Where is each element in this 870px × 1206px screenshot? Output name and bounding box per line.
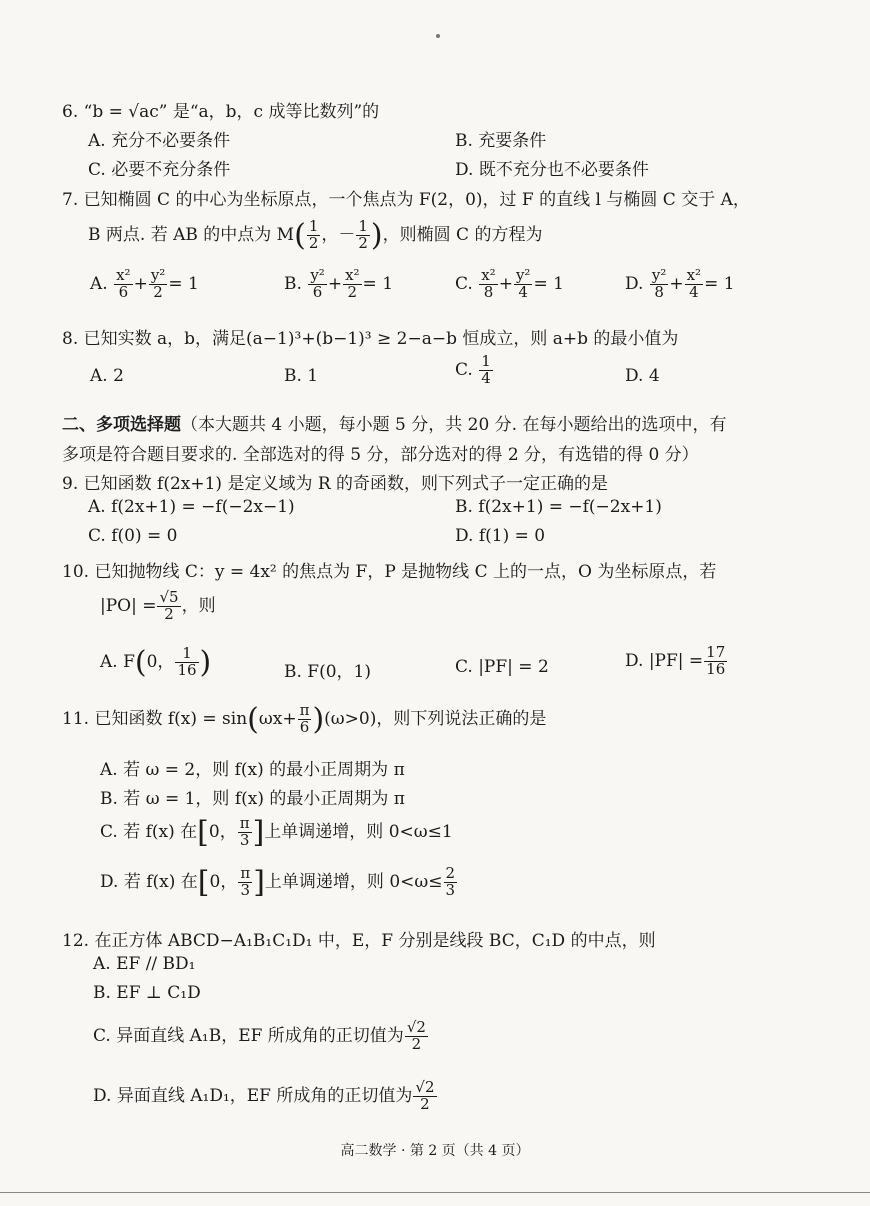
numerator: 2 — [445, 864, 456, 883]
denominator: 2 — [308, 234, 319, 252]
option-tail: 上单调递增，则 0<ω≤ — [264, 872, 443, 892]
scan-speck — [436, 34, 440, 38]
numerator: 17 — [706, 643, 726, 661]
section-2-intro-line1 — [62, 410, 727, 435]
fraction — [413, 1080, 436, 1113]
option-label: D. |PF| = — [625, 650, 704, 671]
equation-rhs: = 1 — [533, 273, 564, 294]
question-7-option-a: A. $\frac{\text{x²}}{6}$ + $\frac{\text{y²}}{2}$ = 1 — [90, 266, 199, 301]
option-text: C. 异面直线 A₁B，EF 所成角的正切值为 — [93, 1025, 404, 1046]
question-12-option-b: B. EF ⊥ C₁D — [93, 983, 201, 1003]
fraction — [685, 268, 703, 301]
section-heading: 二、多项选择题 — [62, 415, 181, 435]
fraction — [479, 268, 497, 301]
question-6-option-a: A. 充分不必要条件 — [88, 131, 231, 151]
question-8-option-a: A. 2 — [90, 366, 124, 386]
question-7-option-c: C. $\frac{\text{x²}}{8}$ + $\frac{\text{y²}}{4}$ = 1 — [455, 266, 564, 301]
fraction — [298, 703, 312, 736]
denominator: 8 — [483, 282, 494, 301]
option-text: D. 若 f(x) 在 — [100, 872, 198, 892]
fraction — [175, 646, 198, 679]
question-10-stem-line2 — [100, 590, 216, 623]
section-instructions: （本大题共 4 小题，每小题 5 分，共 20 分. 在每小题给出的选项中，有 — [181, 415, 727, 435]
numerator: √2 — [406, 1018, 426, 1036]
denominator: 4 — [518, 282, 528, 301]
paren-close: ) — [312, 702, 325, 737]
separator: ，－ — [321, 225, 356, 245]
stem-tail: (ω>0)，则下列说法正确的是 — [324, 709, 547, 729]
question-8-option-d: D. 4 — [625, 366, 660, 386]
question-9-option-a: A. f(2x+1) = −f(−2x−1) — [88, 497, 295, 517]
question-12-stem: 12. 在正方体 ABCD−A₁B₁C₁D₁ 中，E，F 分别是线段 BC，C₁D 的中点，则 — [62, 931, 656, 951]
numerator: 1 — [308, 217, 319, 236]
question-10-option-c: C. |PF| = 2 — [455, 657, 549, 677]
paren-open: ( — [247, 702, 259, 737]
coordinate: 0， — [146, 652, 175, 672]
question-6-option-d: D. 既不充分也不必要条件 — [455, 160, 649, 180]
question-7-stem-line2 — [88, 218, 542, 253]
fraction — [149, 268, 168, 301]
stem-text: 11. 已知函数 f(x) = sin — [62, 709, 248, 729]
option-label: A. F — [100, 652, 135, 672]
question-11-stem — [62, 702, 546, 737]
option-label: A. — [90, 273, 108, 294]
denominator: 2 — [153, 282, 163, 301]
numerator: 1 — [175, 646, 198, 663]
denominator: 16 — [177, 661, 197, 679]
numerator: y² — [150, 266, 166, 284]
fraction — [356, 219, 370, 252]
fraction — [704, 645, 727, 678]
question-8-option-c — [455, 354, 494, 387]
numerator: 1 — [481, 352, 491, 370]
question-8-option-b: B. 1 — [284, 366, 319, 386]
denominator: 3 — [239, 831, 250, 849]
question-12-option-a: A. EF // BD₁ — [93, 954, 196, 974]
denominator: 3 — [445, 881, 456, 899]
fraction — [114, 268, 132, 301]
option-label: C. — [455, 359, 473, 380]
fraction — [444, 866, 458, 899]
expression-tail: ，则 — [181, 595, 216, 616]
numerator: π — [299, 701, 310, 720]
question-8-stem: 8. 已知实数 a，b，满足(a−1)³+(b−1)³ ≥ 2−a−b 恒成立，则 a+b 的最小值为 — [62, 329, 679, 349]
denominator: 4 — [689, 282, 699, 301]
denominator: 4 — [481, 368, 491, 387]
denominator: 2 — [411, 1034, 422, 1053]
question-11-option-a: A. 若 ω = 2，则 f(x) 的最小正周期为 π — [100, 760, 405, 780]
paren-close: ) — [370, 218, 383, 253]
question-6-stem: 6. “b = √ac” 是“a，b，c 成等比数列”的 — [62, 102, 380, 122]
fraction — [479, 354, 493, 387]
question-7-option-d: D. $\frac{\text{y²}}{8}$ + $\frac{\text{x²}}{4}$ = 1 — [625, 266, 735, 301]
bottom-divider — [0, 1192, 870, 1193]
denominator: 2 — [420, 1094, 430, 1113]
expression: |PO| = — [100, 595, 157, 616]
question-6-option-b: B. 充要条件 — [455, 131, 547, 151]
numerator: y² — [651, 266, 667, 284]
question-10-option-d — [625, 645, 728, 678]
denominator: 2 — [358, 234, 368, 252]
option-label: D. — [625, 273, 644, 294]
numerator: π — [239, 814, 250, 833]
fraction — [238, 816, 252, 849]
equation-rhs: = 1 — [704, 273, 735, 294]
denominator: 6 — [312, 282, 323, 301]
denominator: 2 — [164, 604, 174, 623]
option-tail: 上单调递增，则 0<ω≤1 — [264, 822, 453, 842]
option-label: C. — [455, 273, 473, 294]
numerator: √2 — [415, 1078, 435, 1096]
denominator: 6 — [118, 282, 129, 301]
interval-start: 0， — [208, 822, 237, 842]
numerator: x² — [686, 266, 702, 284]
expression: ωx+ — [258, 709, 297, 729]
fraction — [238, 866, 252, 899]
fraction — [405, 1020, 428, 1053]
paren-close: ) — [199, 645, 212, 680]
numerator: y² — [515, 266, 531, 284]
denominator: 8 — [654, 282, 664, 301]
fraction — [650, 268, 669, 301]
fraction — [307, 219, 321, 252]
numerator: x² — [345, 266, 360, 284]
question-10-stem-line1: 10. 已知抛物线 C：y = 4x² 的焦点为 F，P 是抛物线 C 上的一点，O 为坐标原点，若 — [62, 562, 717, 582]
question-7-stem-line1: 7. 已知椭圆 C 的中心为坐标原点，一个焦点为 F(2，0)，过 F 的直线 l 与椭圆 C 交于 A， — [62, 190, 750, 210]
question-10-option-b: B. F(0，1) — [284, 662, 371, 682]
equation-rhs: = 1 — [362, 273, 394, 294]
option-text: D. 异面直线 A₁D₁，EF 所成角的正切值为 — [93, 1085, 413, 1106]
numerator: π — [240, 864, 251, 883]
numerator: √5 — [159, 588, 179, 606]
bracket-close: ] — [253, 865, 265, 900]
question-11-option-b: B. 若 ω = 1，则 f(x) 的最小正周期为 π — [100, 789, 405, 809]
fraction — [343, 268, 361, 301]
denominator: 2 — [347, 282, 358, 301]
denominator: 16 — [706, 659, 726, 678]
question-9-option-d: D. f(1) = 0 — [455, 526, 546, 546]
question-7-stem-tail: ，则椭圆 C 的方程为 — [382, 225, 543, 245]
denominator: 3 — [240, 881, 251, 899]
question-12-option-d — [93, 1080, 438, 1113]
question-12-option-c — [93, 1020, 429, 1053]
interval-start: 0， — [209, 872, 238, 892]
question-9-stem: 9. 已知函数 f(2x+1) 是定义域为 R 的奇函数，则下列式子一定正确的是 — [62, 474, 609, 494]
page-footer: 高二数学 · 第 2 页（共 4 页） — [340, 1143, 530, 1159]
denominator: 6 — [299, 718, 310, 736]
question-6-option-c: C. 必要不充分条件 — [88, 160, 231, 180]
option-label: B. — [284, 273, 302, 294]
numerator: x² — [481, 266, 496, 284]
numerator: y² — [310, 266, 325, 284]
fraction — [157, 590, 180, 623]
paren-open: ( — [294, 218, 306, 253]
question-10-option-a — [100, 645, 211, 680]
fraction — [514, 268, 533, 301]
numerator: 1 — [358, 217, 368, 236]
question-11-option-c — [100, 815, 453, 850]
paren-open: ( — [134, 645, 147, 680]
equation-rhs: = 1 — [168, 273, 199, 294]
question-7-stem-text: B 两点. 若 AB 的中点为 M — [88, 225, 295, 245]
bracket-close: ] — [252, 815, 265, 850]
fraction — [308, 268, 327, 301]
option-text: C. 若 f(x) 在 — [100, 822, 198, 842]
bracket-open: [ — [197, 865, 210, 900]
numerator: x² — [116, 266, 131, 284]
question-11-option-d — [100, 865, 458, 900]
question-7-option-b: B. $\frac{\text{y²}}{6}$ + $\frac{\text{x²}}{2}$ = 1 — [284, 266, 394, 301]
bracket-open: [ — [197, 815, 209, 850]
question-9-option-b: B. f(2x+1) = −f(−2x+1) — [455, 497, 662, 517]
section-2-intro-line2: 多项是符合题目要求的. 全部选对的得 5 分，部分选对的得 2 分，有选错的得 0 分） — [62, 445, 699, 465]
question-9-option-c: C. f(0) = 0 — [88, 526, 178, 546]
